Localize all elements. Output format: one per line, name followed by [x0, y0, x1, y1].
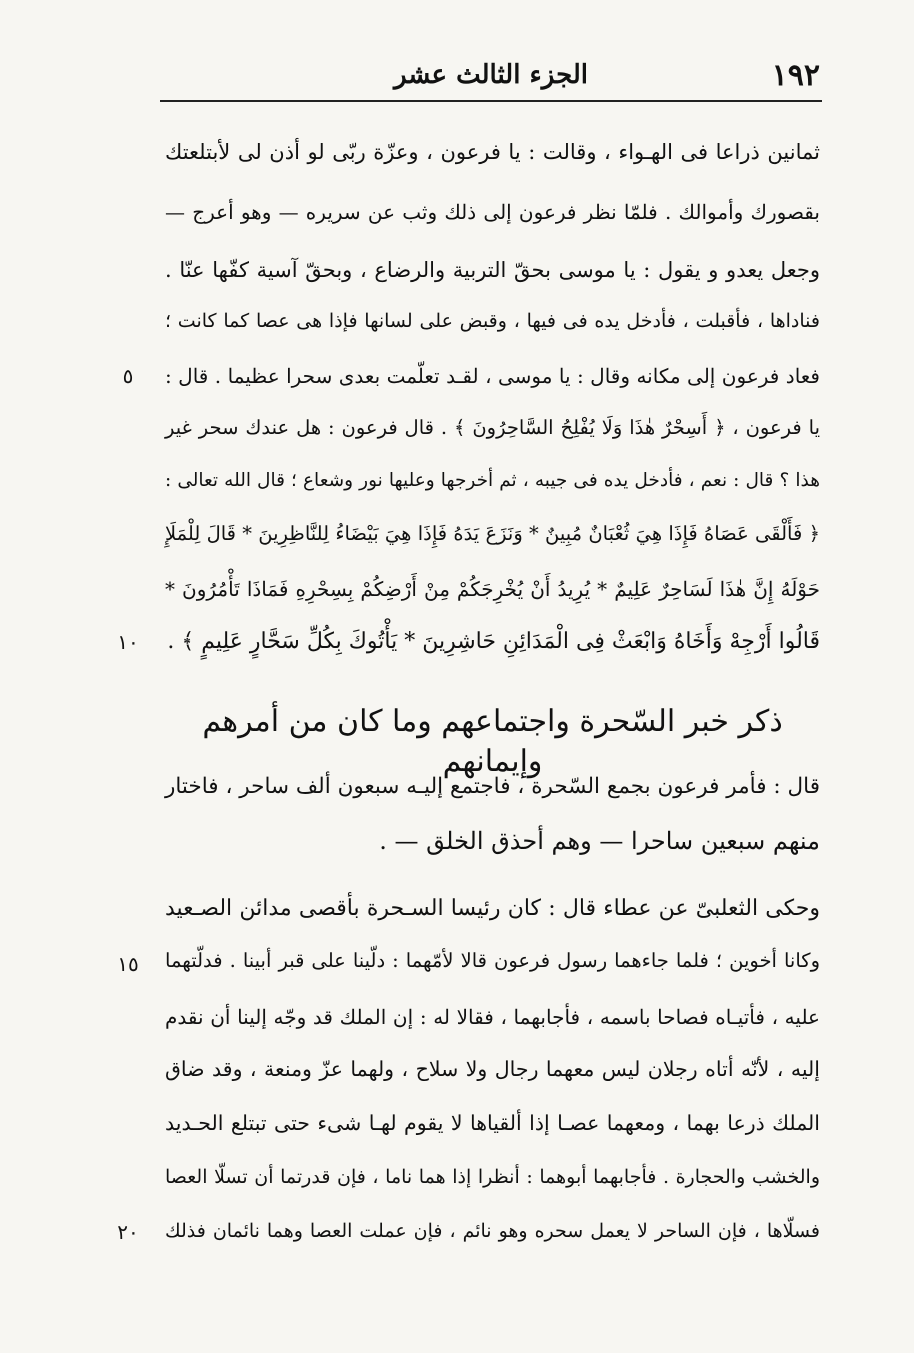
text-line: بقصورك وأموالك . فلمّا نظر فرعون إلى ذلك وثب عن سريره — وهو أعرج —: [165, 200, 820, 224]
text-line: عليه ، فأتيـاه فصاحا باسمه ، فأجابهما ، فقالا له : إن الملك قد وجّه إلينا أن نقدم: [165, 1005, 820, 1029]
text-line: فعاد فرعون إلى مكانه وقال : يا موسى ، لقـد تعلّمت بعدى سحرا عظيما . قال :: [165, 364, 820, 388]
text-line: فناداها ، فأقبلت ، فأدخل يده فى فيها ، وقبض على لسانها فإذا هى عصا كما كانت ؛: [165, 310, 820, 332]
text-line: وكانا أخوين ؛ فلما جاءهما رسول فرعون قالا لأمّهما : دلّينا على قبر أبينا . فدلّتهما: [165, 949, 820, 972]
quran-verse-line: حَوْلَهُ إِنَّ هٰذَا لَسَاحِرٌ عَلِيمٌ * يُرِيدُ أَنْ يُخْرِجَكُمْ مِنْ أَرْضِكُمْ بِسِحْرِهِ فَمَاذَا تَأْمُرُونَ *: [165, 577, 820, 601]
page-number: ١٩٢: [771, 58, 820, 93]
line-number-marker: ١٥: [117, 952, 139, 976]
text-line: هذا ؟ قال : نعم ، فأدخل يده فى جيبه ، ثم أخرجها وعليها نور وشعاع ؛ قال الله تعالى :: [165, 470, 820, 491]
line-number-marker: ٢٠: [117, 1220, 139, 1244]
text-line: منهم سبعين ساحرا — وهم أحذق الخلق — .: [379, 827, 820, 855]
page-header: [160, 52, 822, 102]
text-line: إليه ، لأنّه أتاه رجلان ليس معهما رجال ولا سلاح ، ولهما عزّ ومنعة ، وقد ضاق: [165, 1057, 820, 1081]
text-line: قال : فأمر فرعون بجمع السّحرة ، فاجتمع إليـه سبعون ألف ساحر ، فاختار: [165, 774, 820, 799]
text-line: فسلّاها ، فإن الساحر لا يعمل سحره وهو نائم ، فإن عملت العصا وهما نائمان فذلك: [165, 1220, 820, 1242]
text-line: وجعل يعدو و يقول : يا موسى بحقّ التربية والرضاع ، وبحقّ آسية كفّها عنّا .: [165, 258, 820, 282]
text-line: وحكى الثعلبىّ عن عطاء قال : كان رئيسا السـحرة بأقصى مدائن الصـعيد: [165, 896, 820, 921]
quran-verse-line: قَالُوا أَرْجِهْ وَأَخَاهُ وَابْعَثْ فِى الْمَدَائِنِ حَاشِرِينَ * يَأْتُوكَ بِكُلِّ سَحَّارٍ عَلِيمٍ ﴾ .: [167, 629, 820, 654]
text-line: ثمانين ذراعا فى الهـواء ، وقالت : يا فرعون ، وعزّة ربّى لو أذن لى لأبتلعتك: [165, 140, 820, 164]
line-number-marker: ٥: [122, 364, 134, 388]
text-line: الملك ذرعا بهما ، ومعهما عصـا إذا ألقياها لا يقوم لهـا شىء حتى تبتلع الحـديد: [165, 1111, 820, 1135]
section-heading: ذكر خبر السّحرة واجتماعهم وما كان من أمرهم وإيمانهم: [202, 704, 783, 779]
line-number-marker: ١٠: [117, 630, 139, 654]
text-line: يا فرعون ، ﴿ أَسِحْرٌ هٰذَا وَلَا يُفْلِحُ السَّاحِرُونَ ﴾ . قال فرعون : هل عندك سحر غير: [165, 416, 820, 439]
text-line: والخشب والحجارة . فأجابهما أبوهما : أنظرا إذا هما ناما ، فإن قدرتما أن تسلّا العصا: [165, 1166, 820, 1188]
running-title: الجزء الثالث عشر: [393, 60, 589, 90]
quran-verse-line: ﴿ فَأَلْقَى عَصَاهُ فَإِذَا هِيَ ثُعْبَانٌ مُبِينٌ * وَنَزَعَ يَدَهُ فَإِذَا هِيَ بَيْضَاءُ لِلنَّاظِرِينَ * قَالَ لِلْمَلَإِ: [165, 522, 820, 545]
